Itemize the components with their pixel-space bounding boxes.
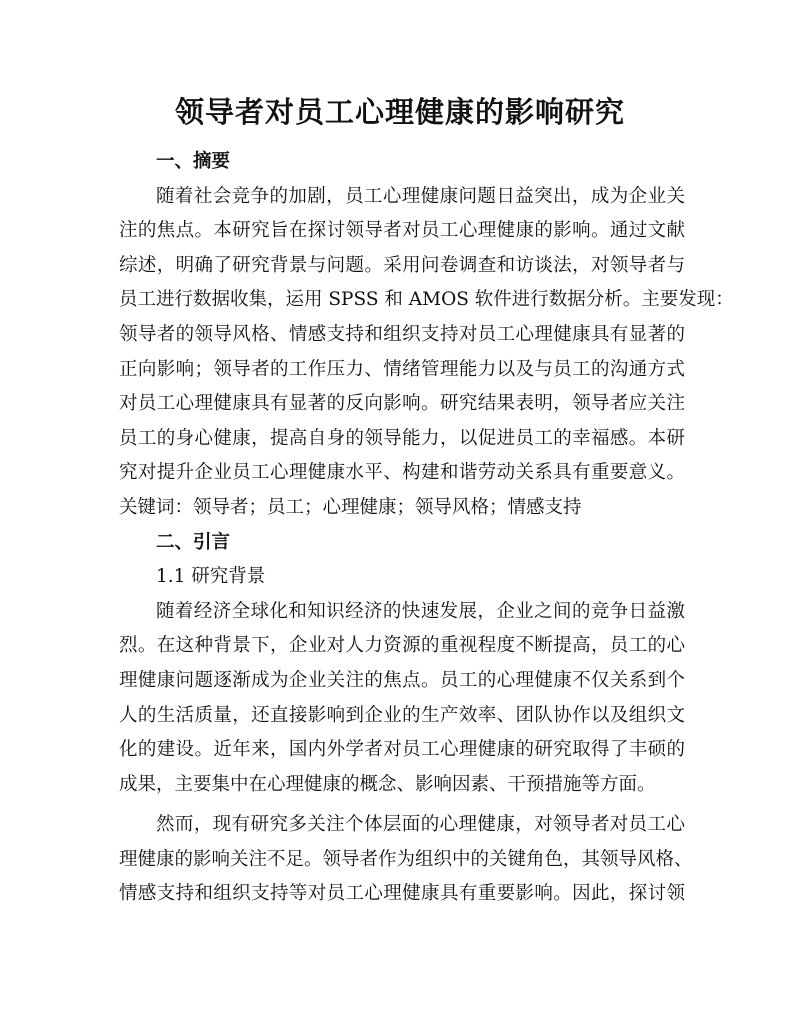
document-body [119,145,734,912]
document-title: 领导者对员工心理健康的影响研究 [174,95,625,129]
subsection-heading-background: 1.1 研究背景 [156,566,266,588]
abstract-paragraph [119,180,734,491]
paragraph-line: 正向影响；领导者的工作压力、情绪管理能力以及与员工的沟通方式 [119,358,685,380]
paragraph-line: 综述，明确了研究背景与问题。采用问卷调查和访谈法，对领导者与 [119,254,685,276]
paragraph-line: 烈。在这种背景下，企业对人力资源的重视程度不断提高，员工的心 [119,635,685,657]
paragraph-line: 领导者的领导风格、情感支持和组织支持对员工心理健康具有显著的 [119,323,685,345]
background-paragraph-2 [119,808,693,912]
paragraph-line: 随着社会竞争的加剧，员工心理健康问题日益突出，成为企业关 [156,185,685,207]
section-heading-introduction: 二、引言 [156,531,231,553]
paragraph-line: 注的焦点。本研究旨在探讨领导者对员工心理健康的影响。通过文献 [119,220,685,242]
paragraph-line: 对员工心理健康具有显著的反向影响。研究结果表明，领导者应关注 [119,393,685,415]
paragraph-line: 然而，现有研究多关注个体层面的心理健康，对领导者对员工心 [156,814,685,836]
paragraph-line: 化的建设。近年来，国内外学者对员工心理健康的研究取得了丰硕的 [119,739,685,761]
paragraph-line: 究对提升企业员工心理健康水平、构建和谐劳动关系具有重要意义。 [119,462,685,484]
paragraph-line: 成果，主要集中在心理健康的概念、影响因素、干预措施等方面。 [119,773,656,795]
background-paragraph-1 [119,595,685,803]
section-heading-abstract: 一、摘要 [156,151,231,172]
paragraph-line: 情感支持和组织支持等对员工心理健康具有重要影响。因此，探讨领 [119,883,685,905]
paragraph-line: 理健康问题逐渐成为企业关注的焦点。员工的心理健康不仅关系到个 [119,669,685,691]
paragraph-line: 员工进行数据收集，运用 SPSS 和 AMOS 软件进行数据分析。主要发现： [119,289,734,311]
paragraph-line: 随着经济全球化和知识经济的快速发展，企业之间的竞争日益激 [156,600,685,622]
paragraph-line: 人的生活质量，还直接影响到企业的生产效率、团队协作以及组织文 [119,704,685,726]
paragraph-line: 理健康的影响关注不足。领导者作为组织中的关键角色，其领导风格、 [119,848,693,870]
paragraph-line: 员工的身心健康，提高自身的领导能力，以促进员工的幸福感。本研 [119,427,685,449]
keywords-line: 关键词：领导者；员工；心理健康；领导风格；情感支持 [119,496,582,518]
